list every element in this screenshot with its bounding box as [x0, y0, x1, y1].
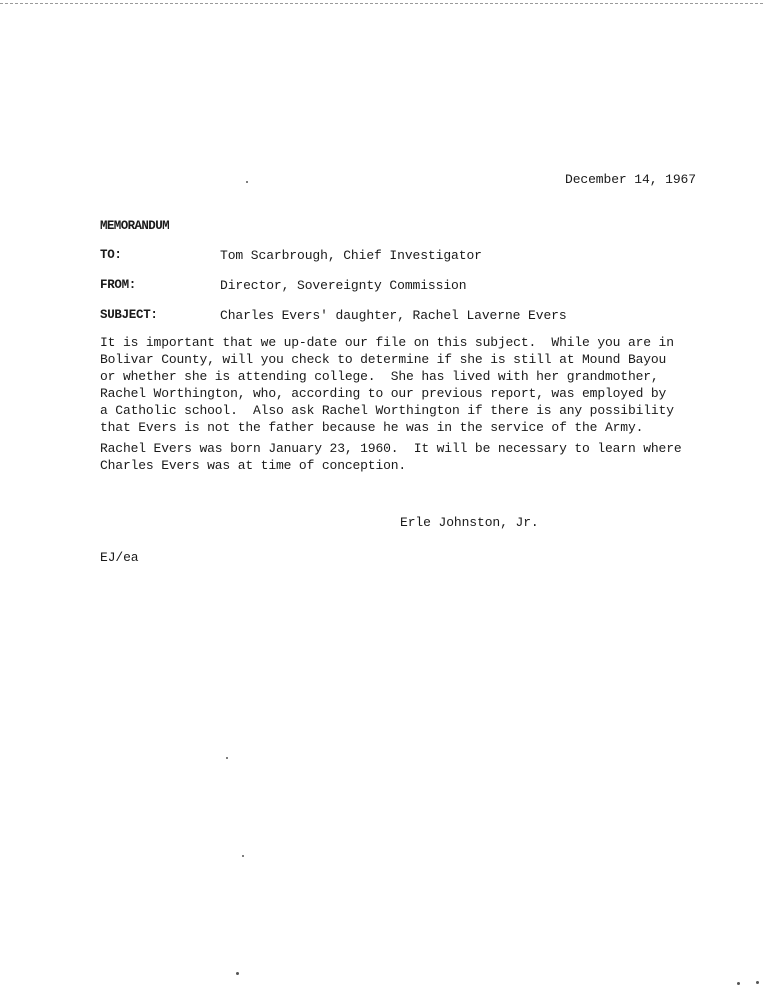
- top-edge-rule: [0, 3, 763, 4]
- memo-heading: MEMORANDUM: [100, 219, 170, 233]
- paragraph-line: Rachel Worthington, who, according to our previous report, was employed by: [100, 386, 667, 401]
- scan-speck: [242, 855, 244, 857]
- from-value: Director, Sovereignty Commission: [220, 278, 467, 293]
- paragraph-line: Bolivar County, will you check to determine if she is still at Mound Bayou: [100, 352, 667, 367]
- subject-value: Charles Evers' daughter, Rachel Laverne Evers: [220, 308, 567, 323]
- paragraph-line: It is important that we up-date our file on this subject. While you are in: [100, 335, 674, 350]
- typist-initials: EJ/ea: [100, 550, 139, 565]
- scan-speck: [246, 181, 248, 183]
- scan-speck: [226, 757, 228, 759]
- body-paragraph-2: [100, 440, 700, 474]
- paragraph-line: Rachel Evers was born January 23, 1960. It will be necessary to learn where: [100, 441, 682, 456]
- from-label: FROM:: [100, 278, 137, 292]
- signature-name: Erle Johnston, Jr.: [400, 515, 539, 530]
- subject-label: SUBJECT:: [100, 308, 158, 322]
- memo-date: December 14, 1967: [565, 172, 696, 187]
- paragraph-line: a Catholic school. Also ask Rachel Worthington if there is any possibility: [100, 403, 674, 418]
- body-paragraph-1: [100, 334, 700, 436]
- paragraph-line: Charles Evers was at time of conception.: [100, 458, 407, 473]
- scan-speck: [236, 972, 239, 975]
- to-value: Tom Scarbrough, Chief Investigator: [220, 248, 482, 263]
- to-label: TO:: [100, 248, 122, 262]
- scan-speck: [756, 981, 759, 984]
- paragraph-line: that Evers is not the father because he was in the service of the Army.: [100, 420, 644, 435]
- paragraph-line: or whether she is attending college. She has lived with her grandmother,: [100, 369, 659, 384]
- scan-speck: [737, 982, 740, 985]
